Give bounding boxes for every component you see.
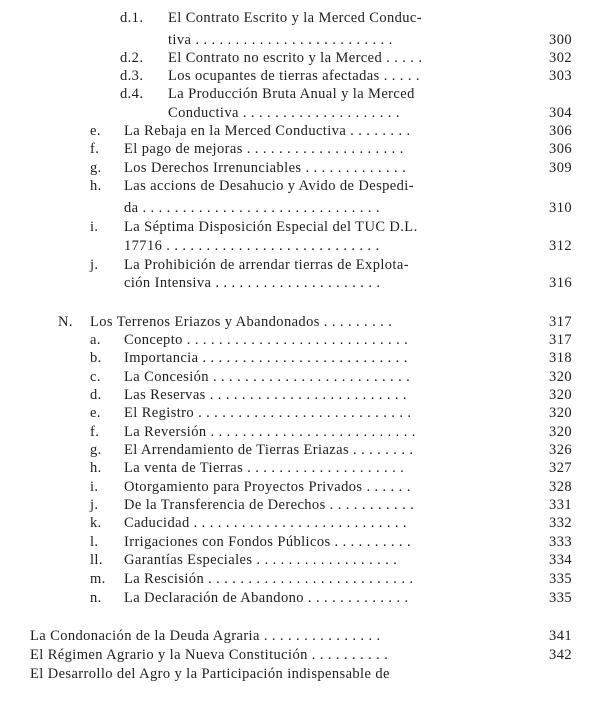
entry-label: d. (90, 387, 102, 403)
entry-page: 327 (549, 460, 572, 476)
entry-label: g. (90, 160, 102, 176)
entry-page: 320 (549, 424, 572, 440)
entry-title: La Declaración de Abandono . . . . . . . . . . . . . (124, 590, 409, 606)
entry-label: f. (90, 424, 100, 440)
entry-title: La venta de Tierras . . . . . . . . . . . . . . . . . . . . (124, 460, 405, 476)
entry-title: Los ocupantes de tierras afectadas . . . . . (168, 68, 420, 84)
entry-title: Los Terrenos Eriazos y Abandonados . . . . . . . . . (90, 314, 393, 330)
toc-entry (0, 441, 600, 460)
toc-entry (0, 49, 600, 68)
entry-page: 332 (549, 515, 572, 531)
toc-entry (0, 459, 600, 478)
entry-page: 312 (549, 238, 572, 254)
entry-page: 306 (549, 123, 572, 139)
entry-label: d.1. (120, 10, 144, 26)
entry-title: La Prohibición de arrendar tierras de Explota- (124, 257, 409, 273)
entry-title: Garantías Especiales . . . . . . . . . . . . . . . . . . (124, 552, 398, 568)
entry-title: Las accions de Desahucio y Avido de Despedi- (124, 178, 414, 194)
toc-entry (0, 218, 600, 237)
entry-label: j. (90, 497, 99, 513)
entry-title: Irrigaciones con Fondos Públicos . . . . . . . . . . (124, 534, 412, 550)
entry-title: El Desarrollo del Agro y la Participación indispensable de (30, 666, 390, 682)
entry-title: Las Reservas . . . . . . . . . . . . . . . . . . . . . . . . . (124, 387, 407, 403)
entry-label: h. (90, 178, 102, 194)
toc-chapter (0, 646, 600, 665)
entry-label: ll. (90, 552, 103, 568)
entry-title: Conductiva . . . . . . . . . . . . . . . . . . . . (168, 105, 400, 121)
entry-page: 302 (549, 50, 572, 66)
entry-page: 334 (549, 552, 572, 568)
entry-label: k. (90, 515, 102, 531)
toc-entry (0, 514, 600, 533)
entry-page: 317 (549, 332, 572, 348)
toc-entry (0, 423, 600, 442)
entry-title: El Contrato Escrito y la Merced Conduc- (168, 10, 422, 26)
toc-entry (0, 85, 600, 104)
toc-entry (0, 533, 600, 552)
entry-page: 328 (549, 479, 572, 495)
entry-label: d.3. (120, 68, 144, 84)
toc-entry (0, 9, 600, 28)
entry-title: El Contrato no escrito y la Merced . . . . . (168, 50, 423, 66)
entry-title: La Condonación de la Deuda Agraria . . . . . . . . . . . . . . . (30, 628, 381, 644)
entry-label: d.2. (120, 50, 144, 66)
toc-entry (0, 67, 600, 86)
entry-page: 318 (549, 350, 572, 366)
entry-label: n. (90, 590, 102, 606)
toc-entry (0, 589, 600, 608)
entry-page: 342 (549, 647, 572, 663)
toc-entry (0, 570, 600, 589)
toc-entry (0, 404, 600, 423)
entry-label: j. (90, 257, 99, 273)
toc-section-heading (0, 313, 600, 332)
entry-label: f. (90, 141, 100, 157)
entry-label: i. (90, 219, 99, 235)
toc-entry (0, 551, 600, 570)
entry-title: El Registro . . . . . . . . . . . . . . . . . . . . . . . . . . . (124, 405, 412, 421)
entry-title: El pago de mejoras . . . . . . . . . . . . . . . . . . . . (124, 141, 404, 157)
entry-label: b. (90, 350, 102, 366)
entry-page: 331 (549, 497, 572, 513)
entry-title: El Arrendamiento de Tierras Eriazas . . . . . . . . (124, 442, 414, 458)
toc-entry (0, 140, 600, 159)
entry-title: ción Intensiva . . . . . . . . . . . . . . . . . . . . . (124, 275, 381, 291)
entry-label: e. (90, 405, 101, 421)
toc-entry (0, 177, 600, 196)
entry-page: 335 (549, 590, 572, 606)
entry-page: 317 (549, 314, 572, 330)
entry-title: Los Derechos Irrenunciables . . . . . . . . . . . . . (124, 160, 407, 176)
entry-title: tiva . . . . . . . . . . . . . . . . . . . . . . . . . (168, 32, 393, 48)
entry-title: 17716 . . . . . . . . . . . . . . . . . . . . . . . . . . . (124, 238, 380, 254)
toc-entry (0, 478, 600, 497)
entry-title: La Séptima Disposición Especial del TUC D.L. (124, 219, 418, 235)
entry-label: h. (90, 460, 102, 476)
entry-label: m. (90, 571, 106, 587)
entry-page: 341 (549, 628, 572, 644)
entry-title: El Régimen Agrario y la Nueva Constitución . . . . . . . . . . (30, 647, 389, 663)
toc-chapter (0, 627, 600, 646)
entry-label: N. (58, 314, 73, 330)
toc-entry (0, 331, 600, 350)
toc-entry (0, 349, 600, 368)
entry-label: l. (90, 534, 99, 550)
entry-title: Caducidad . . . . . . . . . . . . . . . . . . . . . . . . . . . (124, 515, 407, 531)
entry-label: d.4. (120, 86, 144, 102)
entry-label: g. (90, 442, 102, 458)
entry-title: La Rescisión . . . . . . . . . . . . . . . . . . . . . . . . . . (124, 571, 414, 587)
entry-page: 320 (549, 369, 572, 385)
toc-chapter (0, 665, 600, 684)
entry-page: 316 (549, 275, 572, 291)
toc-entry (0, 31, 600, 50)
toc-entry (0, 368, 600, 387)
entry-label: a. (90, 332, 101, 348)
entry-title: Importancia . . . . . . . . . . . . . . . . . . . . . . . . . . (124, 350, 408, 366)
entry-label: c. (90, 369, 101, 385)
entry-page: 303 (549, 68, 572, 84)
entry-page: 310 (549, 200, 572, 216)
entry-page: 309 (549, 160, 572, 176)
entry-title: La Producción Bruta Anual y la Merced (168, 86, 415, 102)
toc-entry (0, 237, 600, 256)
entry-title: Otorgamiento para Proyectos Privados . . . . . . (124, 479, 411, 495)
toc-entry (0, 122, 600, 141)
toc-entry (0, 496, 600, 515)
entry-title: La Reversión . . . . . . . . . . . . . . . . . . . . . . . . . . (124, 424, 416, 440)
entry-page: 326 (549, 442, 572, 458)
toc-entry (0, 386, 600, 405)
entry-label: e. (90, 123, 101, 139)
entry-page: 306 (549, 141, 572, 157)
entry-title: La Rebaja en la Merced Conductiva . . . . . . . . (124, 123, 411, 139)
toc-entry (0, 104, 600, 123)
entry-title: Concepto . . . . . . . . . . . . . . . . . . . . . . . . . . . . (124, 332, 409, 348)
toc-entry (0, 274, 600, 293)
entry-page: 333 (549, 534, 572, 550)
entry-page: 320 (549, 405, 572, 421)
entry-title: La Concesión . . . . . . . . . . . . . . . . . . . . . . . . . (124, 369, 411, 385)
entry-label: i. (90, 479, 99, 495)
toc-entry (0, 199, 600, 218)
entry-title: De la Transferencia de Derechos . . . . . . . . . . . (124, 497, 415, 513)
entry-page: 304 (549, 105, 572, 121)
entry-page: 320 (549, 387, 572, 403)
entry-page: 335 (549, 571, 572, 587)
toc-entry (0, 256, 600, 275)
entry-page: 300 (549, 32, 572, 48)
toc-entry (0, 159, 600, 178)
entry-title: da . . . . . . . . . . . . . . . . . . . . . . . . . . . . . . (124, 200, 380, 216)
